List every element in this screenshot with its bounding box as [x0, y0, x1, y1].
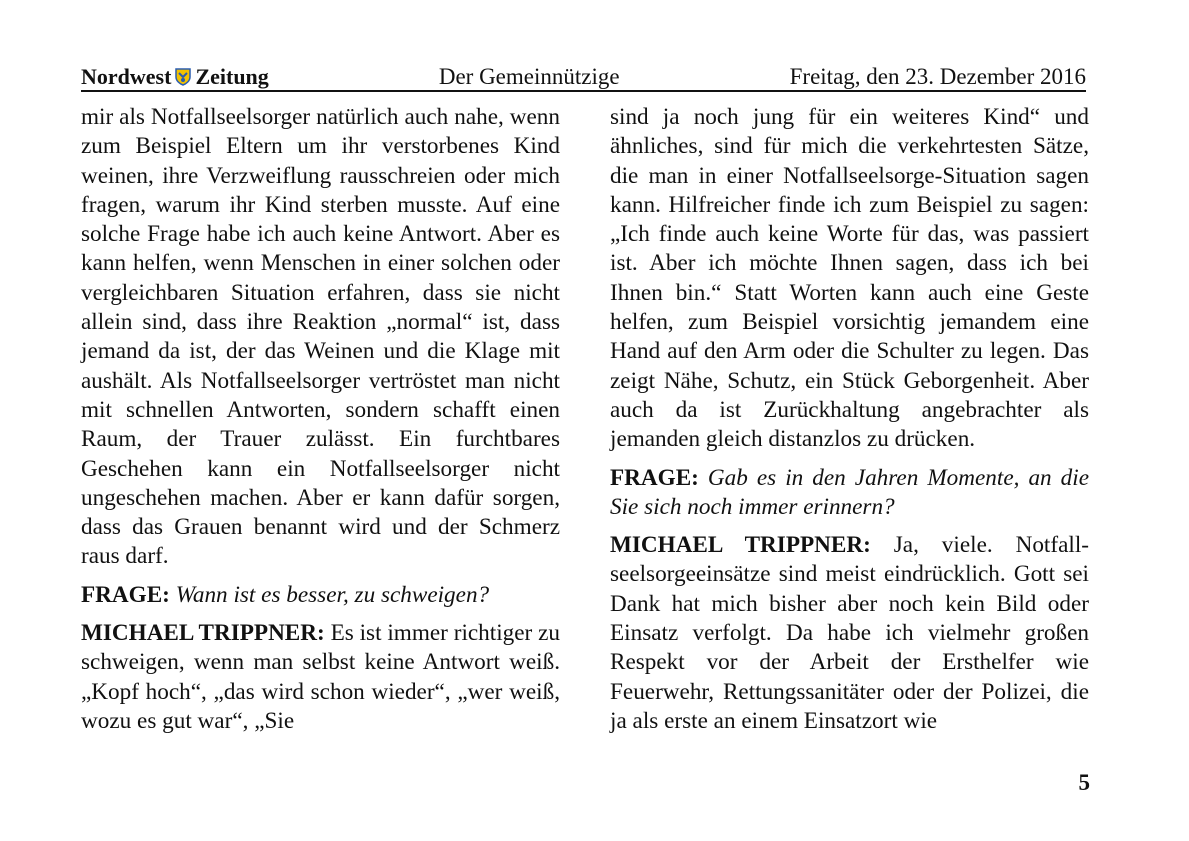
answer	[610, 531, 1089, 736]
question-text: Gab es in den Jahren Momente, an die Sie sich noch immer erinnern?	[610, 464, 1089, 520]
issue-date: Freitag, den 23. Dezember 2016	[789, 64, 1086, 89]
logo-text-left: Nordwest	[81, 64, 172, 89]
question	[81, 581, 560, 610]
left-column	[81, 103, 560, 736]
section-title: Der Gemeinnützige	[438, 64, 620, 89]
question-text: Wann ist es besser, zu schweigen?	[175, 581, 490, 608]
question-label: FRAGE:	[610, 464, 699, 491]
page-header	[81, 60, 1086, 92]
right-column	[610, 103, 1089, 736]
coat-of-arms-icon	[175, 68, 191, 86]
answer-label: MICHAEL TRIPPNER:	[610, 532, 871, 559]
answer	[81, 619, 560, 736]
question-label: FRAGE:	[81, 581, 170, 608]
answer-text: Es ist immer richtiger zu schweigen, wenn man selbst keine Antwort weiß. „Kopf hoch“, „das wird schon wieder“, „wer weiß, wozu es gut war“, „Sie	[81, 620, 560, 734]
logo-text-right: Zeitung	[195, 64, 269, 89]
answer-text: Ja, viele. Notfallseelsorgeeinsätze sind meist eindrücklich. Gott sei Dank hat mich bisher aber noch kein Bild oder Einsatz verfolgt. Da habe ich vielmehr großen Respekt vor der Arbeit der Ersthelfer wie Feuerwehr, Rettungssanitäter oder der Polizei, die ja als erste an einem Einsatzort wie	[610, 532, 1089, 734]
newspaper-logo	[81, 64, 269, 90]
question	[610, 464, 1089, 523]
paragraph: mir als Notfallseelsorger natürlich auch nahe, wenn zum Beispiel Eltern um ihr verstorbenes Kind weinen, ihre Verzweiflung rausschreien oder mich fragen, warum ihr Kind sterben musste. Auf eine solche Frage habe ich auch keine Antwort. Aber es kann helfen, wenn Menschen in einer solchen oder vergleichbaren Situation erfahren, dass sie nicht allein sind, dass ihre Reaktion „normal“ ist, dass jemand da ist, der das Weinen und die Klage mit aushält. Als Notfallseelsorger vertröstet man nicht mit schnellen Antworten, sondern schafft einen Raum, der Trauer zulässt. Ein furchtbares Geschehen kann ein Notfallseelsorger nicht ungeschehen machen. Aber er kann dafür sorgen, dass das Grauen benannt wird und der Schmerz raus darf.	[81, 104, 560, 570]
answer-label: MICHAEL TRIPPNER:	[81, 620, 325, 647]
paragraph: sind ja noch jung für ein weiteres Kind“ und ähnliches, sind für mich die verkehrtesten Sätze, die man in einer Notfallseelsorge-Situation sagen kann. Hilfreicher finde ich zum Beispiel zu sagen: „Ich finde auch keine Worte für das, was passiert ist. Aber ich möchte Ihnen sagen, dass ich bei Ihnen bin.“ Statt Worten kann auch eine Geste helfen, zum Beispiel vorsichtig jemandem eine Hand auf den Arm oder die Schulter zu legen. Das zeigt Nähe, Schutz, ein Stück Geborgenheit. Aber auch da ist Zurückhaltung angebrachter als jemanden gleich distanzlos zu drücken.	[610, 104, 1089, 453]
page-number: 5	[1078, 770, 1090, 795]
